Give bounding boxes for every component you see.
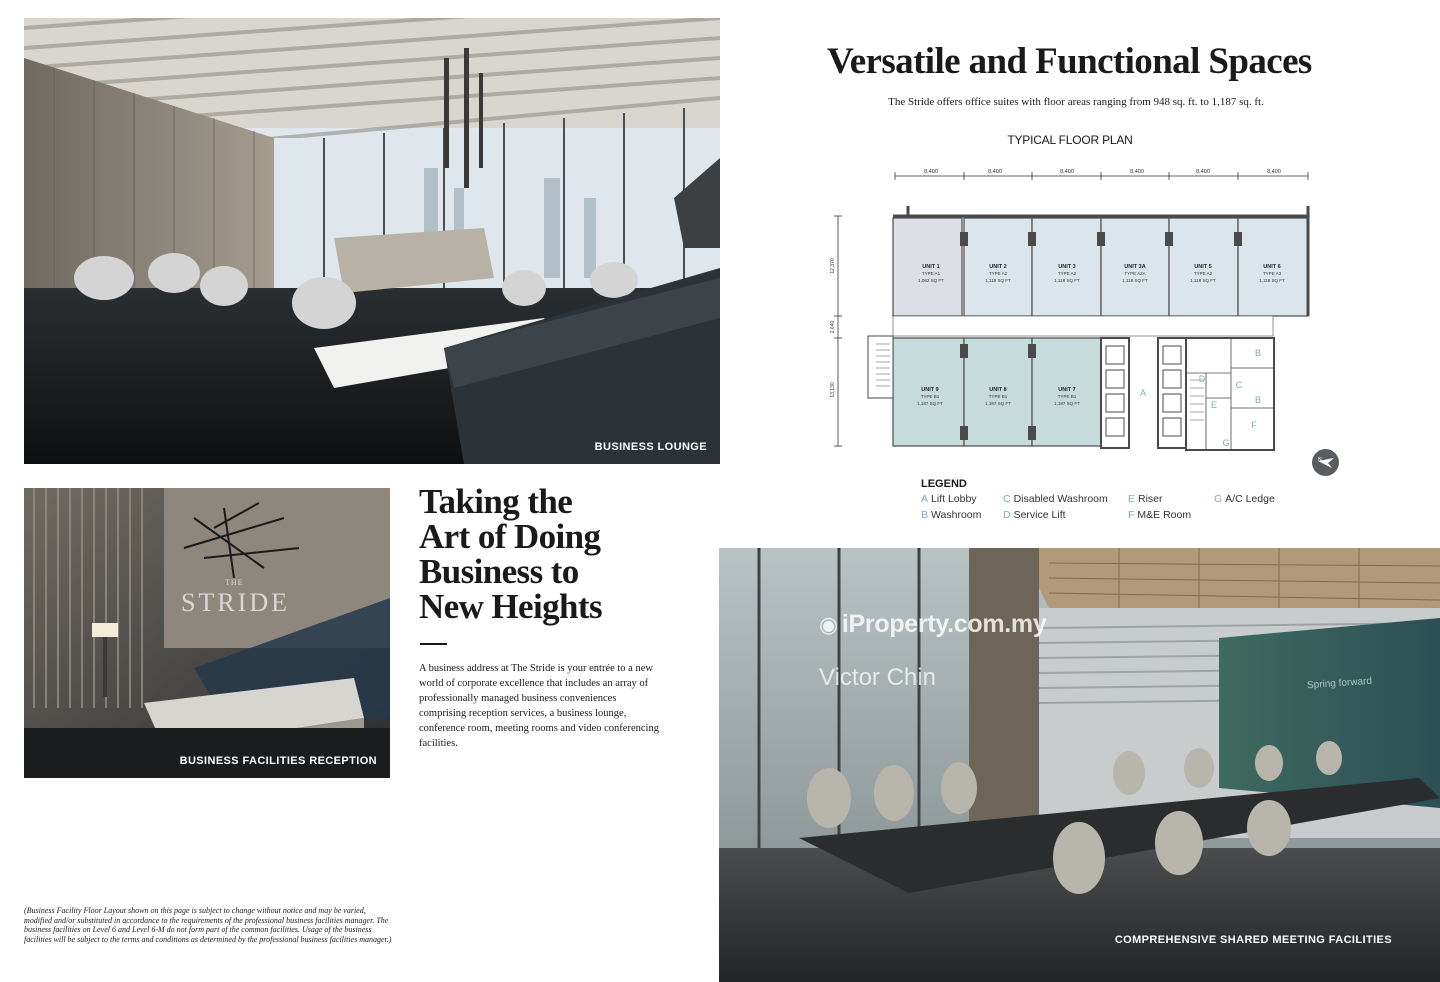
typical-floor-plan [826,158,1346,474]
column-dimension: 8,400 [1267,169,1281,175]
meeting-screen-text: Spring forward [1306,675,1373,692]
unit-type: TYPE A2 [1193,271,1213,276]
unit-name: UNIT 3 [1058,264,1076,270]
core-label-riser: E [1210,400,1218,410]
legend-item-washroom: B Washroom [921,509,982,521]
legend-item-me-room: F M&E Room [1128,509,1192,521]
unit-name: UNIT 8 [989,387,1007,393]
core-label-me-room: F [1251,420,1257,430]
legend-item-lift-lobby: A Lift Lobby [921,493,977,505]
unit-area: 1,187 SQ FT [985,401,1011,406]
unit-type: TYPE B1 [988,394,1008,399]
unit-area: 1,118 SQ FT [1190,278,1216,283]
reception-wall-brand-small: THE [225,578,244,587]
unit-type: TYPE B1 [920,394,940,399]
headline-line: Art of Doing [419,517,601,556]
core-label-service-lift: D [1198,374,1206,384]
core-label-lift-lobby: A [1139,388,1147,398]
page-subtitle: The Stride offers office suites with floor areas ranging from 948 sq. ft. to 1,187 sq. ft. [888,96,1264,108]
row-dimension: 12,370 [830,258,836,274]
watermark-agent-name: Victor Chin [819,664,936,691]
unit-name: UNIT 9 [921,387,939,393]
svg-text:N: N [1318,457,1322,463]
headline-line: Business to [419,552,579,591]
unit-type: TYPE B1 [1057,394,1077,399]
section-headline [419,484,679,624]
business-lounge-image [24,18,720,464]
unit-area: 1,118 SQ FT [1259,278,1285,283]
column-dimension: 8,400 [1130,169,1144,175]
unit-type: TYPE A2 [988,271,1008,276]
iproperty-watermark [819,610,1046,639]
column-dimension: 8,400 [1196,169,1210,175]
unit-name: UNIT 7 [1058,387,1076,393]
headline-line: Taking the [419,482,573,521]
reception-caption: BUSINESS FACILITIES RECEPTION [179,755,377,767]
unit-area: 1,118 SQ FT [1054,278,1080,283]
column-dimension: 8,400 [924,169,938,175]
unit-type: TYPE A3 [1262,271,1282,276]
business-lounge-photo [24,18,720,464]
column-dimension: 8,400 [988,169,1002,175]
unit-area: 1,118 SQ FT [1122,278,1148,283]
meeting-caption: COMPREHENSIVE SHARED MEETING FACILITIES [1114,934,1392,946]
headline-divider [420,643,447,645]
floor-plan-title: TYPICAL FLOOR PLAN [1007,133,1133,147]
core-label-washroom: B [1254,348,1262,358]
page-title: Versatile and Functional Spaces [827,41,1312,82]
compass-north-icon [1312,449,1339,476]
body-paragraph: A business address at The Stride is your entrée to a new world of corporate excellence that includes an array of professionally managed business conveniences comprising reception services, a business lounge, conference room, meeting rooms and video conferencing facilities. [419,663,659,749]
floor-plan-legend [921,478,1301,528]
location-pin-icon: ◉ [819,612,838,637]
legend-item-riser: E Riser [1128,493,1163,505]
unit-type: TYPE A2 [1057,271,1077,276]
unit-name: UNIT 3A [1124,264,1146,270]
legend-item-service-lift: D Service Lift [1003,509,1066,521]
unit-name: UNIT 5 [1194,264,1212,270]
unit-name: UNIT 1 [922,264,940,270]
business-facilities-reception-photo [24,488,390,778]
unit-area: 1,082 SQ FT [918,278,944,283]
unit-name: UNIT 2 [989,264,1007,270]
row-dimension: 13,130 [830,382,836,398]
unit-type: TYPE A2A [1124,271,1146,276]
reception-image [24,488,390,778]
core-label-disabled-washroom: C [1235,380,1243,390]
unit-name: UNIT 6 [1263,264,1281,270]
core-label-ac-ledge: G [1222,438,1230,448]
column-dimension: 8,400 [1060,169,1074,175]
unit-type: TYPE A1 [921,271,941,276]
unit-area: 1,118 SQ FT [985,278,1011,283]
legend-item-disabled-washroom: C Disabled Washroom [1003,493,1108,505]
unit-area: 1,187 SQ FT [1054,401,1080,406]
headline-line: New Heights [419,587,602,626]
shared-meeting-facilities-photo [719,548,1440,982]
floor-plan-drawing [826,158,1346,474]
reception-wall-brand: STRIDE [181,588,290,617]
unit-area: 1,187 SQ FT [917,401,943,406]
legend-title: LEGEND [921,478,967,490]
core-label-washroom: B [1254,395,1262,405]
row-dimension: 2,640 [830,320,836,334]
disclaimer-note: (Business Facility Floor Layout shown on this page is subject to change without notice and may be varied, modified and/or substituted in accordance to the requirements of the professional business facilities manager. The business facilities on Level 6 and Level 6-M do not form part of the common facilities. Usage of the business facilities will be subject to the terms and conditions as determined by the professional business facilities manager.) [24,906,392,944]
business-lounge-caption: BUSINESS LOUNGE [594,441,707,453]
watermark-logo-text: iProperty.com.my [841,610,1047,638]
legend-item-ac-ledge: G A/C Ledge [1214,493,1275,505]
